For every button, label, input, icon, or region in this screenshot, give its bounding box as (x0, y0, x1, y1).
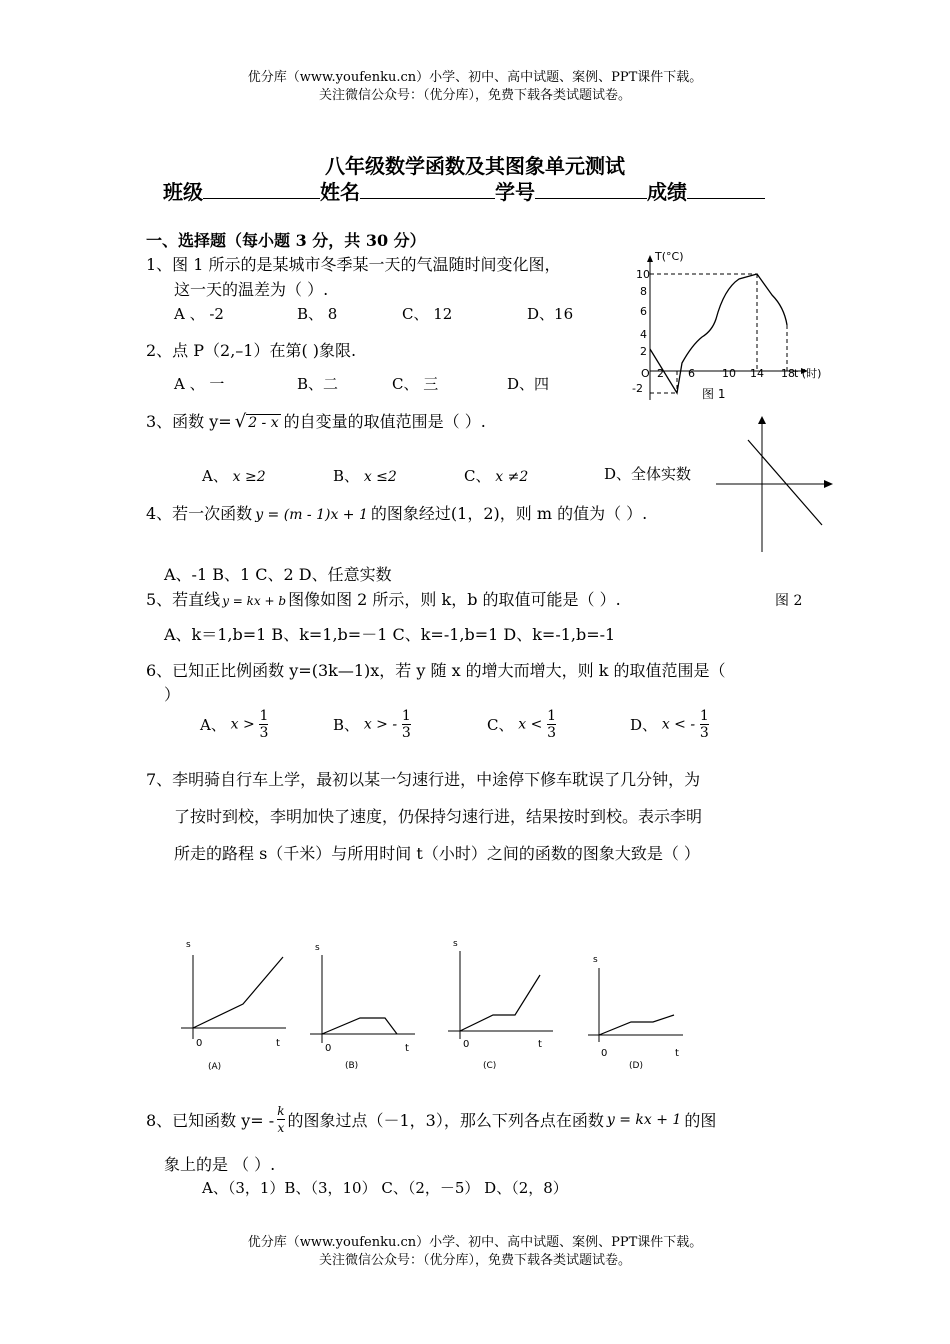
q7-line1: 7、李明骑自行车上学，最初以某一匀速行进，中途停下修车耽误了几分钟，为 (146, 770, 701, 789)
graph-a-s-label: s (186, 940, 191, 950)
q3-radicand: 2 - x (248, 415, 279, 431)
figure-1-temperature-chart (624, 245, 844, 410)
q6-a-num: 1 (259, 708, 269, 724)
graph-c-s-label: s (453, 939, 458, 949)
q3-option-c[interactable] (464, 465, 528, 486)
q3-option-b[interactable] (333, 465, 397, 486)
section-heading: 一、选择题（每小题 3 分，共 30 分） (146, 231, 426, 250)
class-label: 班级 (163, 180, 203, 204)
graph-b-origin: 0 (325, 1043, 332, 1054)
q8-fraction (277, 1103, 284, 1136)
q1-option-c[interactable]: C、 12 (402, 305, 453, 323)
name-label: 姓名 (320, 180, 360, 204)
q6-b-fraction (402, 708, 411, 741)
q8-frac-den: x (277, 1121, 285, 1135)
graph-d-t-label: t (675, 1048, 679, 1059)
fig2-caption: 图 2 (775, 593, 803, 609)
q3-sqrt: √ 2 - x (234, 411, 279, 432)
q6-d-num: 1 (699, 708, 709, 724)
q4-formula: y = (m - 1)x + 1 (255, 507, 368, 523)
fig1-ytick-8: 8 (640, 285, 647, 298)
fig2-y-arrow (758, 416, 766, 424)
q7-line2: 了按时到校，李明加快了速度，仍保持匀速行进，结果按时到校。表示李明 (174, 807, 703, 826)
q6-d-label: D、 (630, 716, 658, 734)
q7-graph-d[interactable] (583, 950, 693, 1075)
fig1-ylabel: T(°C) (655, 250, 684, 263)
q6-d-math: x < - (661, 716, 696, 733)
q3-pre: 3、函数 y= (146, 412, 232, 431)
q3-c-math: x ≠2 (495, 469, 529, 485)
q6-option-b[interactable] (333, 708, 411, 741)
q3-option-a[interactable] (202, 465, 266, 486)
q7-line3: 所走的路程 s（千米）与所用时间 t（小时）之间的函数的图象大致是（ ） (174, 844, 700, 863)
score-blank[interactable] (687, 178, 765, 199)
q4-pre: 4、若一次函数 (146, 504, 253, 523)
q6-b-math: x > - (363, 716, 398, 733)
q3-b-math: x ≤2 (363, 469, 397, 485)
q8-frac-num: k (277, 1104, 285, 1118)
q4-stem (146, 501, 647, 524)
number-blank[interactable] (535, 178, 647, 199)
graph-d-path (599, 1015, 674, 1035)
q4-post: 的图象经过(1，2)，则 m 的值为（ ）. (370, 504, 648, 523)
q8-line2: 象上的是 （ ）. (164, 1155, 276, 1174)
q8-pre: 8、已知函数 y= - (146, 1111, 275, 1130)
fig1-xtick-18: 18 (781, 367, 795, 380)
info-row (163, 176, 765, 205)
graph-a-t-label: t (276, 1038, 280, 1049)
header-line-2: 关注微信公众号：（优分库），免费下载各类试题试卷。 (318, 88, 631, 103)
fig1-xtick-14: 14 (750, 367, 764, 380)
graph-d-origin: 0 (601, 1048, 608, 1059)
score-label: 成绩 (647, 180, 687, 204)
q8-stem (146, 1103, 716, 1136)
fig1-ytick-4: 4 (640, 328, 647, 341)
graph-a-origin: 0 (196, 1038, 203, 1049)
q3-stem (146, 409, 486, 432)
q8-options[interactable]: A、（3，1）B、（3，10） C、（2，－5） D、（2，8） (202, 1179, 568, 1197)
q5-pre: 5、若直线 (146, 590, 221, 609)
class-blank[interactable] (203, 178, 320, 199)
q6-b-den: 3 (401, 725, 411, 741)
graph-c-origin: 0 (463, 1039, 470, 1050)
graph-b-t-label: t (405, 1043, 409, 1054)
q6-option-d[interactable] (630, 708, 709, 741)
q3-post: 的自变量的取值范围是（ ）. (283, 412, 486, 431)
graph-b-s-label: s (315, 943, 320, 953)
fig1-origin: O (641, 367, 650, 380)
fig1-y-arrow (647, 255, 653, 262)
q6-d-fraction (700, 708, 709, 741)
q1-line1: 1、图 1 所示的是某城市冬季某一天的气温随时间变化图， (146, 255, 561, 274)
fig1-xtick-10: 10 (722, 367, 736, 380)
q6-option-c[interactable] (487, 708, 556, 741)
q6-b-label: B、 (333, 716, 360, 734)
fig2-line (748, 440, 822, 525)
footer-line-2: 关注微信公众号：（优分库），免费下载各类试题试卷。 (318, 1253, 631, 1268)
q7-graph-b[interactable] (305, 935, 420, 1075)
graph-b-caption: (B) (345, 1061, 359, 1071)
q6-a-math: x > (230, 716, 255, 733)
q7-graph-a[interactable] (176, 935, 291, 1075)
footer-line-1: 优分库（www.youfenku.cn）小学、初中、高中试题、案例、PPT课件下载。 (247, 1235, 703, 1250)
fig2-x-arrow (824, 480, 833, 488)
q6-c-fraction (547, 708, 556, 741)
q2-option-c[interactable]: C、 三 (392, 375, 439, 393)
fig1-ytick-6: 6 (640, 305, 647, 318)
q8-mid: 的图象过点（－1，3），那么下列各点在函数 (287, 1111, 604, 1130)
q2-option-a[interactable]: A 、 一 (174, 375, 225, 393)
q6-d-den: 3 (699, 725, 709, 741)
q3-a-label: A、 (202, 467, 228, 485)
q4-options[interactable]: A、-1 B、1 C、2 D、任意实数 (164, 565, 392, 584)
q3-b-label: B、 (333, 467, 360, 485)
number-label: 学号 (495, 180, 535, 204)
q6-c-math: x < (518, 716, 543, 733)
q5-options[interactable]: A、k＝1,b=1 B、k=1,b=－1 C、k=-1,b=1 D、k=-1,b=-1 (164, 625, 616, 644)
q1-option-b[interactable]: B、 8 (297, 305, 338, 323)
q2-text: 2、点 P（2,–1）在第( )象限. (146, 341, 357, 360)
q6-a-den: 3 (259, 725, 269, 741)
graph-c-path (460, 975, 540, 1031)
q2-option-d[interactable]: D、四 (507, 375, 550, 393)
graph-a-path (193, 957, 283, 1028)
name-blank[interactable] (360, 178, 495, 199)
fig1-ytick-neg2: -2 (632, 382, 643, 395)
q6-b-num: 1 (401, 708, 411, 724)
q6-option-a[interactable] (200, 708, 268, 741)
q5-post: 图像如图 2 所示，则 k，b 的取值可能是（ ）. (288, 590, 621, 609)
graph-d-caption: (D) (629, 1061, 643, 1071)
graph-a-caption: (A) (208, 1062, 222, 1072)
q6-c-num: 1 (547, 708, 557, 724)
fig1-xtick-6: 6 (688, 367, 695, 380)
page-title: 八年级数学函数及其图象单元测试 (325, 154, 625, 178)
q5-formula: y = kx + b (222, 594, 287, 608)
q7-graph-c[interactable] (443, 935, 558, 1075)
q5-stem (146, 587, 621, 610)
fig1-xtick-2: 2 (657, 367, 664, 380)
graph-b-path (322, 1018, 397, 1034)
header-line-1: 优分库（www.youfenku.cn）小学、初中、高中试题、案例、PPT课件下载。 (247, 70, 703, 85)
graph-c-t-label: t (538, 1039, 542, 1050)
fig1-temperature-curve (650, 274, 787, 393)
q6-a-fraction (259, 708, 268, 741)
q1-line2: 这一天的温差为（ ）. (174, 280, 329, 299)
fig1-xlabel: t (时) (794, 367, 822, 380)
q6-a-label: A、 (200, 716, 226, 734)
q6-line2: ） (164, 685, 181, 704)
q1-option-d[interactable]: D、16 (527, 305, 574, 323)
q3-option-d[interactable]: D、全体实数 (604, 465, 692, 483)
q8-post: 的图 (684, 1111, 717, 1130)
q6-line1: 6、已知正比例函数 y=(3k—1)x，若 y 随 x 的增大而增大，则 k 的取值范围是（ (146, 661, 726, 680)
q3-a-math: x ≥2 (232, 469, 266, 485)
fig1-ytick-10: 10 (636, 268, 650, 281)
fig1-caption: 图 1 (702, 387, 726, 401)
q3-c-label: C、 (464, 467, 491, 485)
fig1-ytick-2: 2 (640, 345, 647, 358)
figure-2-line-graph (710, 410, 840, 555)
q8-formula: y = kx + 1 (606, 1111, 682, 1128)
q2-option-b[interactable]: B、二 (297, 375, 339, 393)
q1-option-a[interactable]: A 、 -2 (174, 305, 224, 323)
q6-c-label: C、 (487, 716, 514, 734)
q6-c-den: 3 (547, 725, 557, 741)
graph-d-s-label: s (593, 955, 598, 965)
graph-c-caption: (C) (483, 1061, 497, 1071)
